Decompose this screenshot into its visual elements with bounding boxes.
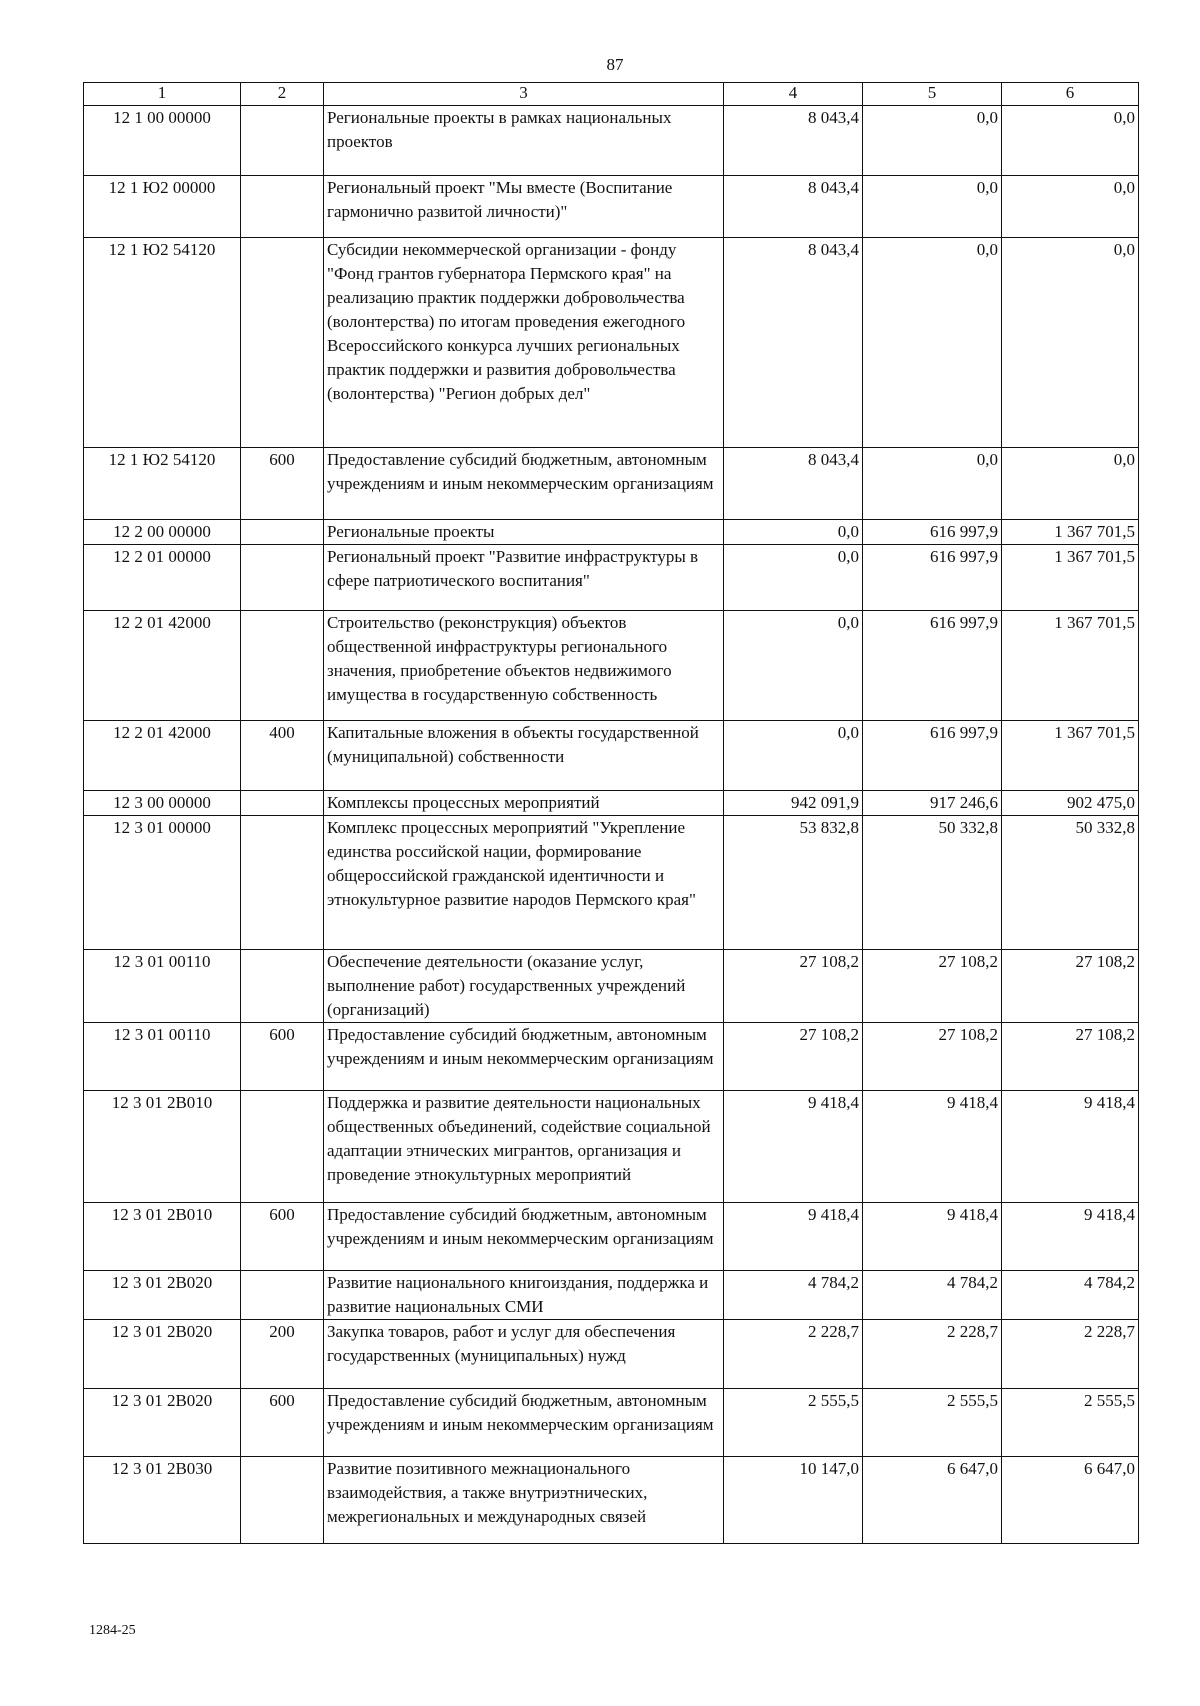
- cell-value-5: 616 997,9: [863, 611, 1002, 721]
- cell-type: 400: [241, 721, 324, 791]
- cell-code: 12 2 01 42000: [84, 611, 241, 721]
- cell-code: 12 1 Ю2 54120: [84, 238, 241, 448]
- cell-code: 12 3 01 00110: [84, 1023, 241, 1091]
- cell-value-4: 0,0: [724, 611, 863, 721]
- budget-table: [83, 82, 1139, 1544]
- table-row: [84, 1389, 1139, 1457]
- cell-code: 12 3 01 2В020: [84, 1389, 241, 1457]
- cell-value-6: 6 647,0: [1002, 1457, 1139, 1544]
- header-col-3: 3: [324, 83, 724, 106]
- cell-type: [241, 791, 324, 816]
- cell-code: 12 1 Ю2 00000: [84, 176, 241, 238]
- cell-value-6: 50 332,8: [1002, 816, 1139, 950]
- cell-type: [241, 238, 324, 448]
- cell-type: 600: [241, 448, 324, 520]
- cell-value-4: 0,0: [724, 520, 863, 545]
- cell-name: Закупка товаров, работ и услуг для обеспечения государственных (муниципальных) нужд: [324, 1320, 724, 1389]
- cell-value-6: 1 367 701,5: [1002, 520, 1139, 545]
- table-header-row: [84, 83, 1139, 106]
- cell-name: Капитальные вложения в объекты государственной (муниципальной) собственности: [324, 721, 724, 791]
- table-row: [84, 545, 1139, 611]
- cell-type: 600: [241, 1203, 324, 1271]
- cell-name: Развитие национального книгоиздания, поддержка и развитие национальных СМИ: [324, 1271, 724, 1320]
- cell-type: [241, 106, 324, 176]
- cell-name: Обеспечение деятельности (оказание услуг, выполнение работ) государственных учреждений (организаций): [324, 950, 724, 1023]
- cell-value-5: 50 332,8: [863, 816, 1002, 950]
- cell-value-5: 9 418,4: [863, 1091, 1002, 1203]
- cell-value-4: 942 091,9: [724, 791, 863, 816]
- table-row: [84, 1203, 1139, 1271]
- cell-value-4: 10 147,0: [724, 1457, 863, 1544]
- cell-value-4: 2 228,7: [724, 1320, 863, 1389]
- cell-value-5: 2 228,7: [863, 1320, 1002, 1389]
- cell-value-4: 53 832,8: [724, 816, 863, 950]
- header-col-1: 1: [84, 83, 241, 106]
- cell-type: [241, 1271, 324, 1320]
- cell-type: [241, 611, 324, 721]
- cell-value-5: 0,0: [863, 106, 1002, 176]
- cell-name: Региональные проекты: [324, 520, 724, 545]
- table-row: [84, 106, 1139, 176]
- cell-value-4: 8 043,4: [724, 448, 863, 520]
- cell-value-5: 27 108,2: [863, 950, 1002, 1023]
- table-row: [84, 1457, 1139, 1544]
- cell-code: 12 3 00 00000: [84, 791, 241, 816]
- cell-name: Региональный проект "Мы вместе (Воспитание гармонично развитой личности)": [324, 176, 724, 238]
- cell-type: [241, 950, 324, 1023]
- cell-code: 12 2 00 00000: [84, 520, 241, 545]
- cell-type: [241, 1457, 324, 1544]
- table-row: [84, 816, 1139, 950]
- cell-type: [241, 1091, 324, 1203]
- cell-name: Поддержка и развитие деятельности национальных общественных объединений, содействие социальной адаптации этнических мигрантов, организация и проведение этнокультурных мероприятий: [324, 1091, 724, 1203]
- cell-value-6: 9 418,4: [1002, 1203, 1139, 1271]
- table-row: [84, 520, 1139, 545]
- cell-value-5: 0,0: [863, 176, 1002, 238]
- cell-name: Строительство (реконструкция) объектов общественной инфраструктуры регионального значения, приобретение объектов недвижимого имущества в государственную собственность: [324, 611, 724, 721]
- cell-name: Комплексы процессных мероприятий: [324, 791, 724, 816]
- cell-code: 12 3 01 2В020: [84, 1271, 241, 1320]
- table-row: [84, 238, 1139, 448]
- cell-code: 12 1 00 00000: [84, 106, 241, 176]
- table-row: [84, 1091, 1139, 1203]
- table-row: [84, 176, 1139, 238]
- cell-value-4: 27 108,2: [724, 950, 863, 1023]
- cell-name: Комплекс процессных мероприятий "Укрепление единства российской нации, формирование общероссийской гражданской идентичности и этнокультурное развитие народов Пермского края": [324, 816, 724, 950]
- cell-value-4: 4 784,2: [724, 1271, 863, 1320]
- cell-name: Развитие позитивного межнационального взаимодействия, а также внутриэтнических, межрегиональных и международных связей: [324, 1457, 724, 1544]
- table-row: [84, 721, 1139, 791]
- cell-type: [241, 545, 324, 611]
- header-col-6: 6: [1002, 83, 1139, 106]
- cell-value-6: 1 367 701,5: [1002, 721, 1139, 791]
- cell-value-5: 616 997,9: [863, 721, 1002, 791]
- cell-code: 12 3 01 00000: [84, 816, 241, 950]
- cell-type: [241, 520, 324, 545]
- cell-value-4: 8 043,4: [724, 106, 863, 176]
- cell-name: Предоставление субсидий бюджетным, автономным учреждениям и иным некоммерческим организациям: [324, 1389, 724, 1457]
- cell-value-5: 0,0: [863, 448, 1002, 520]
- cell-value-6: 1 367 701,5: [1002, 611, 1139, 721]
- cell-code: 12 1 Ю2 54120: [84, 448, 241, 520]
- cell-value-4: 8 043,4: [724, 176, 863, 238]
- cell-name: Предоставление субсидий бюджетным, автономным учреждениям и иным некоммерческим организациям: [324, 448, 724, 520]
- cell-value-4: 2 555,5: [724, 1389, 863, 1457]
- cell-type: [241, 176, 324, 238]
- cell-code: 12 3 01 2В030: [84, 1457, 241, 1544]
- cell-value-5: 9 418,4: [863, 1203, 1002, 1271]
- cell-value-6: 27 108,2: [1002, 1023, 1139, 1091]
- cell-value-6: 2 228,7: [1002, 1320, 1139, 1389]
- cell-value-5: 917 246,6: [863, 791, 1002, 816]
- cell-value-4: 9 418,4: [724, 1203, 863, 1271]
- cell-type: 600: [241, 1023, 324, 1091]
- cell-value-4: 8 043,4: [724, 238, 863, 448]
- cell-code: 12 2 01 42000: [84, 721, 241, 791]
- table-row: [84, 611, 1139, 721]
- cell-code: 12 3 01 00110: [84, 950, 241, 1023]
- header-col-2: 2: [241, 83, 324, 106]
- cell-value-5: 27 108,2: [863, 1023, 1002, 1091]
- table-row: [84, 1320, 1139, 1389]
- header-col-4: 4: [724, 83, 863, 106]
- cell-value-6: 1 367 701,5: [1002, 545, 1139, 611]
- footer-code: 1284-25: [89, 1623, 136, 1638]
- cell-value-6: 0,0: [1002, 176, 1139, 238]
- cell-name: Предоставление субсидий бюджетным, автономным учреждениям и иным некоммерческим организациям: [324, 1203, 724, 1271]
- cell-name: Предоставление субсидий бюджетным, автономным учреждениям и иным некоммерческим организациям: [324, 1023, 724, 1091]
- table-row: [84, 1023, 1139, 1091]
- cell-code: 12 3 01 2В010: [84, 1203, 241, 1271]
- cell-value-4: 9 418,4: [724, 1091, 863, 1203]
- table-row: [84, 448, 1139, 520]
- table-row: [84, 950, 1139, 1023]
- cell-value-6: 902 475,0: [1002, 791, 1139, 816]
- cell-value-5: 4 784,2: [863, 1271, 1002, 1320]
- cell-name: Региональный проект "Развитие инфраструктуры в сфере патриотического воспитания": [324, 545, 724, 611]
- cell-code: 12 3 01 2В010: [84, 1091, 241, 1203]
- cell-code: 12 2 01 00000: [84, 545, 241, 611]
- header-col-5: 5: [863, 83, 1002, 106]
- cell-value-4: 0,0: [724, 545, 863, 611]
- table-row: [84, 791, 1139, 816]
- cell-value-5: 6 647,0: [863, 1457, 1002, 1544]
- cell-value-6: 9 418,4: [1002, 1091, 1139, 1203]
- cell-name: Региональные проекты в рамках национальных проектов: [324, 106, 724, 176]
- cell-code: 12 3 01 2В020: [84, 1320, 241, 1389]
- cell-value-5: 616 997,9: [863, 520, 1002, 545]
- cell-value-6: 0,0: [1002, 448, 1139, 520]
- cell-value-5: 2 555,5: [863, 1389, 1002, 1457]
- cell-name: Субсидии некоммерческой организации - фонду "Фонд грантов губернатора Пермского края" на реализацию практик поддержки добровольчества (волонтерства) по итогам проведения ежегодного Всероссийского конкурса лучших региональных практик поддержки и развития добровольчества (волонтерства) "Регион добрых дел": [324, 238, 724, 448]
- cell-type: 600: [241, 1389, 324, 1457]
- cell-value-6: 2 555,5: [1002, 1389, 1139, 1457]
- cell-value-6: 0,0: [1002, 238, 1139, 448]
- cell-value-4: 0,0: [724, 721, 863, 791]
- cell-value-6: 4 784,2: [1002, 1271, 1139, 1320]
- cell-value-5: 0,0: [863, 238, 1002, 448]
- cell-value-6: 0,0: [1002, 106, 1139, 176]
- page-number: 87: [606, 55, 624, 74]
- cell-type: 200: [241, 1320, 324, 1389]
- table-row: [84, 1271, 1139, 1320]
- cell-value-6: 27 108,2: [1002, 950, 1139, 1023]
- cell-value-4: 27 108,2: [724, 1023, 863, 1091]
- cell-type: [241, 816, 324, 950]
- cell-value-5: 616 997,9: [863, 545, 1002, 611]
